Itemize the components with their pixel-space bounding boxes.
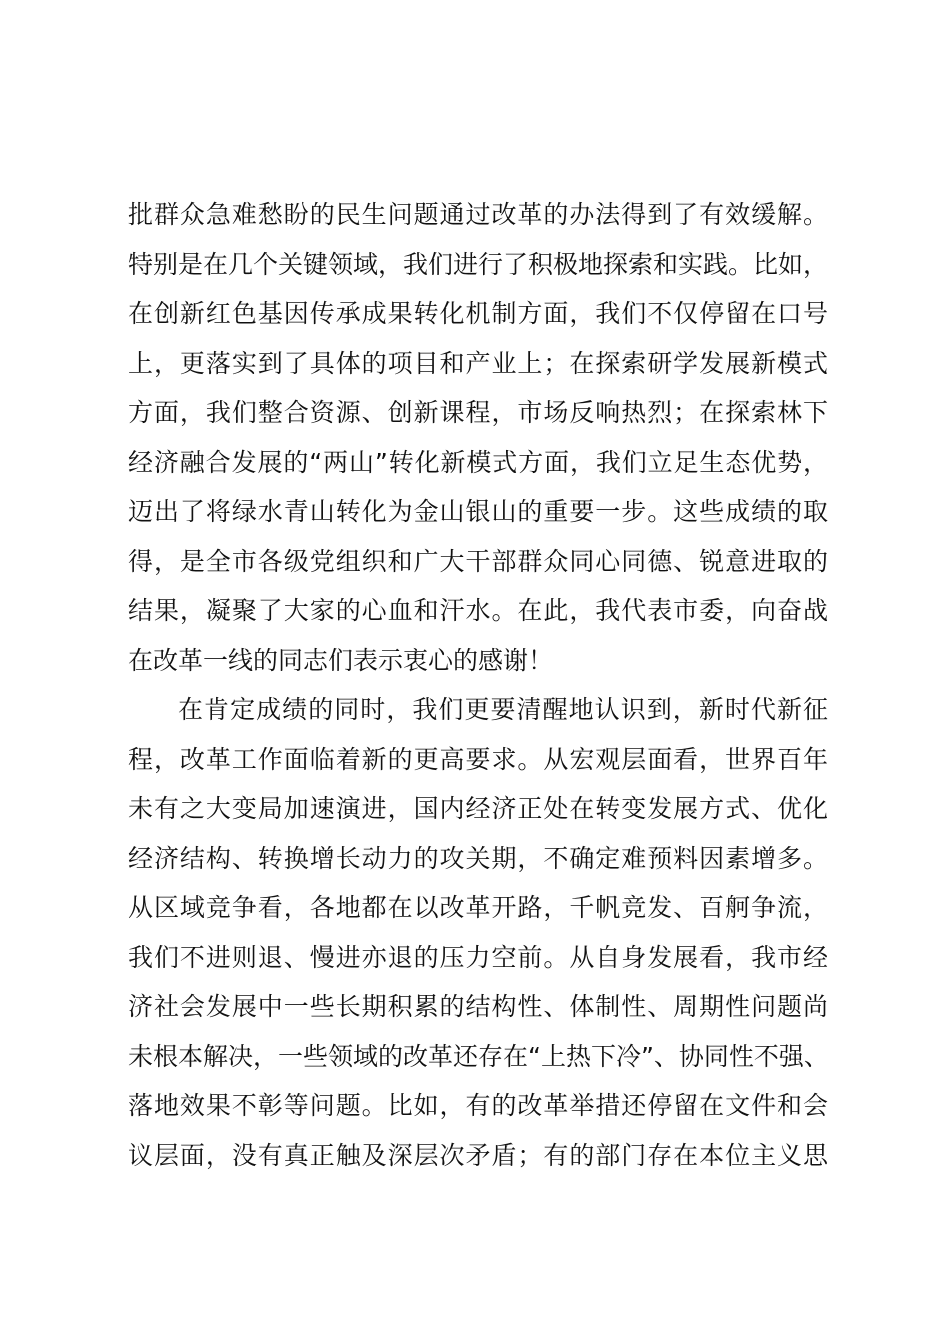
paragraph-2-line-8: 未根本解决，一些领域的改革还存在“上热下冷”、协同性不强、 [128, 1041, 829, 1071]
paragraph-2-line-9: 落地效果不彰等问题。比如，有的改革举措还停留在文件和会 [128, 1091, 828, 1120]
paragraph-1-line-6: 经济融合发展的“两山”转化新模式方面，我们立足生态优势， [128, 447, 828, 477]
paragraph-1-line-9: 结果，凝聚了大家的心血和汗水。在此，我代表市委，向奋战 [128, 596, 828, 625]
paragraph-1-line-1: 批群众急难愁盼的民生问题通过改革的办法得到了有效缓解。 [128, 200, 828, 229]
paragraph-2-line-1: 在肯定成绩的同时，我们更要清醒地认识到，新时代新征 [178, 695, 828, 724]
paragraph-1-line-3: 在创新红色基因传承成果转化机制方面，我们不仅停留在口号 [128, 299, 828, 328]
paragraph-1-line-5: 方面，我们整合资源、创新课程，市场反响热烈；在探索林下 [128, 398, 828, 427]
paragraph-1-line-10: 在改革一线的同志们表示衷心的感谢！ [128, 645, 554, 675]
paragraph-1-line-7: 迈出了将绿水青山转化为金山银山的重要一步。这些成绩的取 [128, 497, 828, 526]
paragraph-2-line-5: 从区域竞争看，各地都在以改革开路，千帆竞发、百舸争流， [128, 893, 828, 922]
paragraph-1-line-4: 上，更落实到了具体的项目和产业上；在探索研学发展新模式 [128, 348, 828, 378]
paragraph-2-line-4: 经济结构、转换增长动力的攻关期，不确定难预料因素增多。 [128, 843, 828, 873]
body-text [128, 190, 828, 1180]
paragraph-2-line-6: 我们不进则退、慢进亦退的压力空前。从自身发展看，我市经 [128, 942, 828, 972]
paragraph-1-line-2: 特别是在几个关键领域，我们进行了积极地探索和实践。比如， [128, 249, 829, 279]
paragraph-2-line-10: 议层面，没有真正触及深层次矛盾；有的部门存在本位主义思 [128, 1140, 828, 1170]
paragraph-1-line-8: 得，是全市各级党组织和广大干部群众同心同德、锐意进取的 [128, 546, 828, 576]
paragraph-2-line-2: 程，改革工作面临着新的更高要求。从宏观层面看，世界百年 [128, 744, 828, 774]
paragraph-2-line-3: 未有之大变局加速演进，国内经济正处在转变发展方式、优化 [128, 794, 828, 823]
paragraph-2-line-7: 济社会发展中一些长期积累的结构性、体制性、周期性问题尚 [128, 992, 828, 1021]
